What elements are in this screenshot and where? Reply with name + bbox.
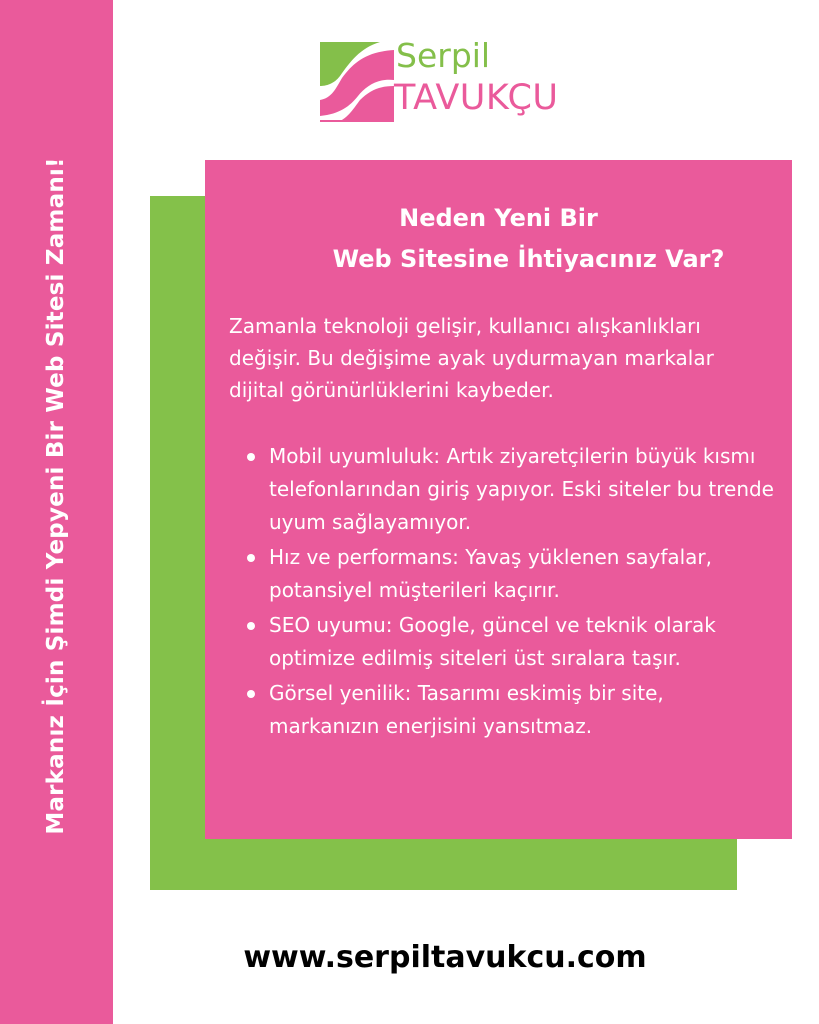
bullet-text: Hız ve performans: Yavaş yüklenen sayfalar, potansiyel müşterileri kaçırır. xyxy=(269,545,713,602)
logo-top-word: Serpil xyxy=(396,36,491,75)
bullet-dot-icon xyxy=(247,622,255,630)
card-title xyxy=(205,198,792,280)
card-title-line-2: Web Sitesine İhtiyacınız Var? xyxy=(332,245,725,273)
side-banner xyxy=(0,0,113,1024)
logo xyxy=(320,36,580,124)
bullet-text: SEO uyumu: Google, güncel ve teknik olarak optimize edilmiş siteleri üst sıralara taşır. xyxy=(269,613,716,670)
bullet-dot-icon xyxy=(247,453,255,461)
bullet-item xyxy=(245,541,775,607)
bullet-list xyxy=(245,440,775,745)
bullet-dot-icon xyxy=(247,554,255,562)
card-title-line-1: Neden Yeni Bir xyxy=(399,204,598,232)
logo-bottom-word: TAVUKÇU xyxy=(394,78,559,118)
bullet-item xyxy=(245,609,775,675)
website-url: www.serpiltavukcu.com xyxy=(243,940,647,975)
bullet-item xyxy=(245,440,775,539)
logo-mark-icon xyxy=(320,42,394,122)
bullet-item xyxy=(245,677,775,743)
content-card xyxy=(205,160,792,839)
bullet-text: Görsel yenilik: Tasarımı eskimiş bir site, markanızın enerjisini yansıtmaz. xyxy=(269,681,664,738)
bullet-text: Mobil uyumluluk: Artık ziyaretçilerin büyük kısmı telefonlarından giriş yapıyor. Eski siteler bu trende uyum sağlayamıyor. xyxy=(269,444,774,534)
card-intro: Zamanla teknoloji gelişir, kullanıcı alışkanlıkları değişir. Bu değişime ayak uydurmayan markalar dijital görünürlüklerini kaybeder. xyxy=(229,314,714,402)
side-banner-text: Markanız İçin Şimdi Yepyeni Bir Web Sitesi Zamanı! xyxy=(43,157,69,835)
bullet-dot-icon xyxy=(247,690,255,698)
